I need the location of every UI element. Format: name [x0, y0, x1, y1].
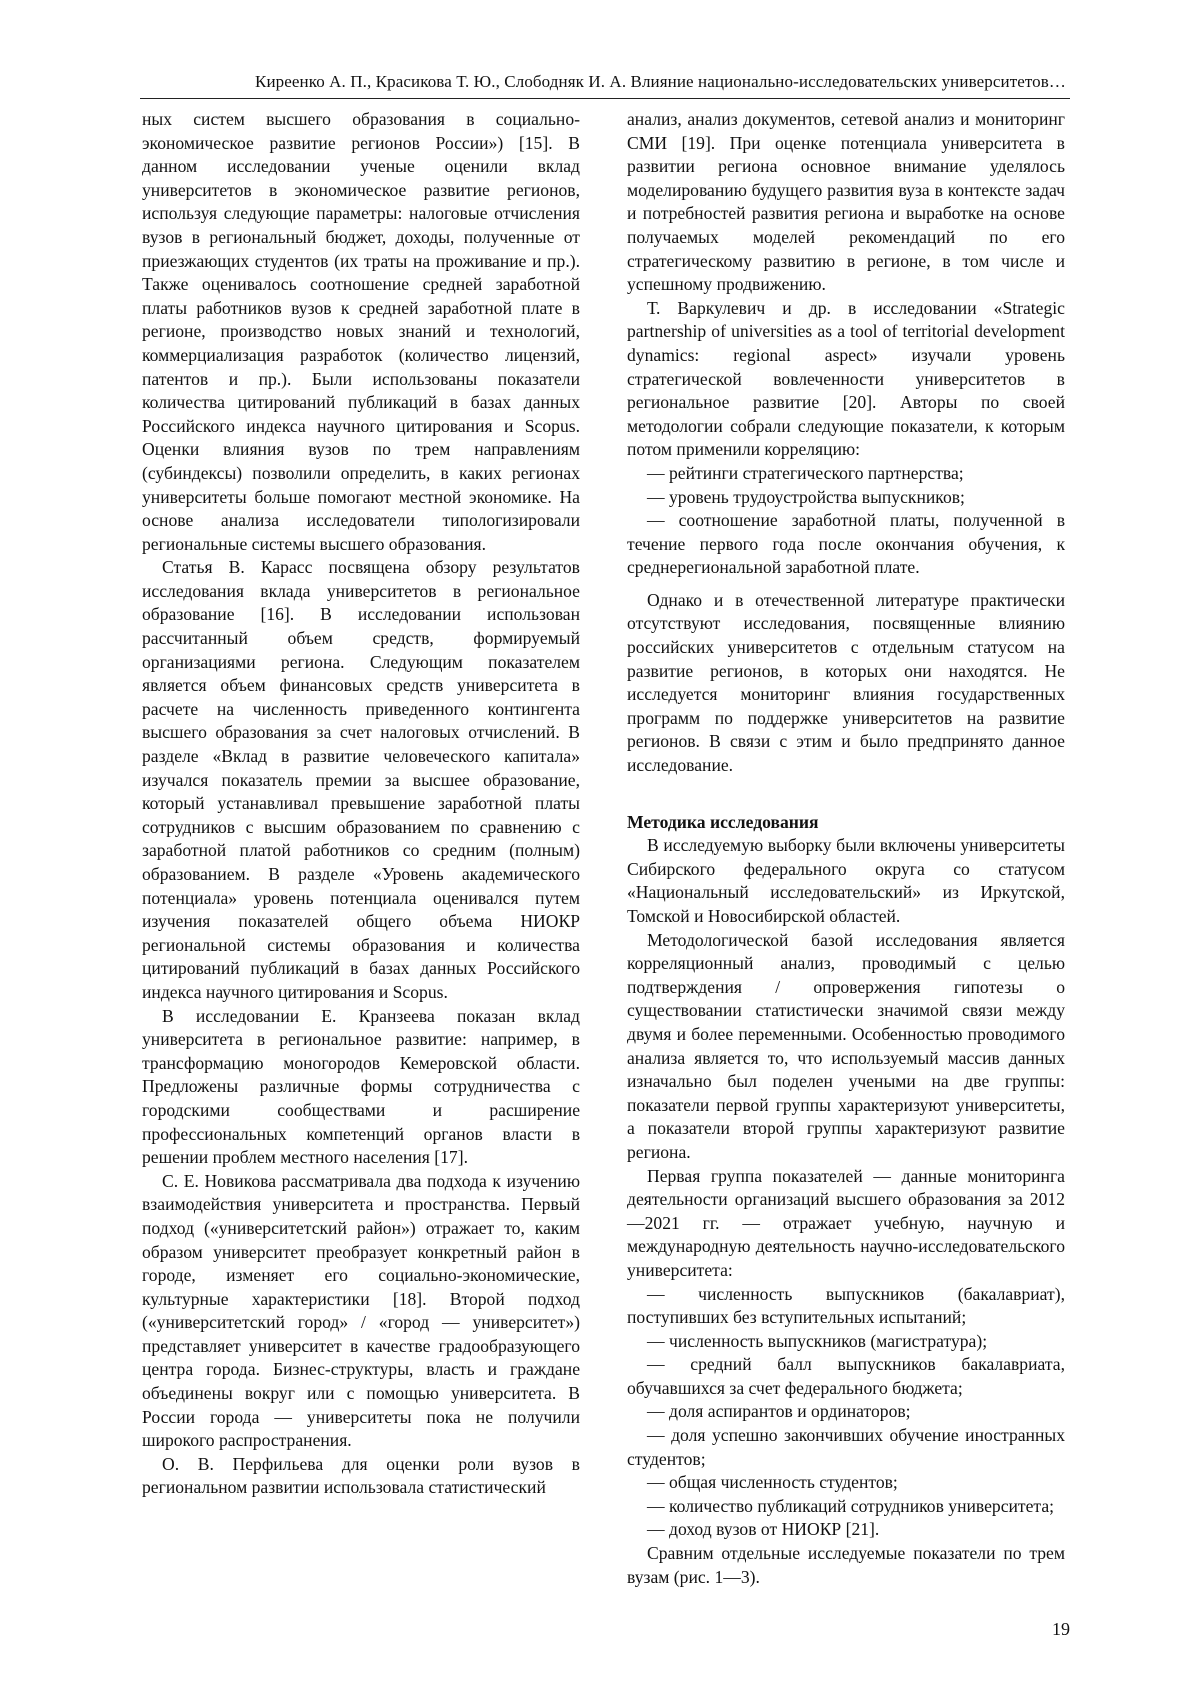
running-header: [140, 68, 1070, 99]
right-column: [627, 108, 1065, 1589]
list-item: — численность выпускников (магистратура);: [647, 1330, 988, 1351]
left-column: [142, 108, 580, 1500]
list-item: — рейтинги стратегического партнерства;: [647, 462, 964, 483]
list-item: — доля аспирантов и ординаторов;: [647, 1401, 911, 1422]
paragraph: Сравним отдельные исследуемые показатели по трем вузам (рис. 1—3).: [627, 1543, 1065, 1587]
paragraph: О. В. Перфильева для оценки роли вузов в региональном развитии использовала статистический: [142, 1453, 580, 1498]
list-item: — численность выпускников (бакалавриат), поступивших без вступительных испытаний;: [627, 1283, 1065, 1328]
list-item: — соотношение заработной платы, полученной в течение первого года после окончания обучения, к среднерегиональной заработной плате.: [627, 510, 1065, 578]
paragraph: ных систем высшего образования в социально-экономическое развитие регионов России») [15]. В данном исследовании ученые оценили вклад университетов в экономическое развитие регионов, используя следующие параметры: налоговые отчисления вузов в региональный бюджет, доходы, полученные от приезжающих студентов (их траты на проживание и пр.). Также оценивалось соотношение средней заработной платы работников вузов к средней заработной плате в регионе, производство новых знаний и технологий, коммерциализация разработок (количество лицензий, патентов и пр.). Были использованы показатели количества цитирований публикаций в базах данных Российского индекса научного цитирования и Scopus. Оценки влияния вузов по трем направлениям (субиндексы) позволили определить, в каких регионах университеты больше помогают местной экономике. На основе анализа исследователи типологизировали региональные системы высшего образования.: [142, 109, 580, 554]
paragraph: В исследовании Е. Кранзеева показан вклад университета в региональное развитие: например, в трансформацию моногородов Кемеровской области. Предложены различные формы сотрудничества с городскими сообществами и расширение профессиональных компетенций органов власти в решении проблем местного населения [17].: [142, 1005, 580, 1168]
paragraph: анализ, анализ документов, сетевой анализ и мониторинг СМИ [19]. При оценке потенциала университета в развитии региона основное внимание уделялось моделированию будущего развития вуза в контексте задач и потребностей развития региона и выработке на основе получаемых моделей рекомендаций по его стратегическому развитию в регионе, в том числе и успешному продвижению.: [627, 109, 1065, 295]
page-number: 19: [1052, 1619, 1070, 1639]
paragraph: В исследуемую выборку были включены университеты Сибирского федерального округа со статусом «Национальный исследовательский» из Иркутской, Томской и Новосибирской областей.: [627, 835, 1065, 926]
list-item: — количество публикаций сотрудников университета;: [647, 1495, 1055, 1516]
list-item: — средний балл выпускников бакалавриата, обучавшихся за счет федерального бюджета;: [627, 1354, 1065, 1398]
paragraph: Однако и в отечественной литературе практически отсутствуют исследования, посвященные влиянию российских университетов с отдельным статусом на развитие регионов, в которых они находятся. Не исследуется мониторинг влияния государственных программ по поддержке университетов на развитие регионов. В связи с этим и было предпринято данное исследование.: [627, 589, 1065, 776]
section-heading: Методика исследования: [627, 811, 819, 832]
running-title: Киреенко А. П., Красикова Т. Ю., Слободняк И. А. Влияние национально-исследовательских университетов…: [255, 72, 1066, 91]
list-item: — уровень трудоустройства выпускников;: [647, 486, 965, 507]
paragraph: Методологической базой исследования является корреляционный анализ, проводимый с целью подтверждения / опровержения гипотезы о существовании статистически значимой связи между двумя и более переменными. Особенностью проводимого анализа является то, что используемый массив данных изначально был поделен учеными на две группы: показатели первой группы характеризуют университеты, а показатели второй группы характеризуют развитие региона.: [627, 929, 1065, 1162]
list-item: — доля успешно закончивших обучение иностранных студентов;: [627, 1425, 1065, 1469]
paragraph: Первая группа показателей — данные мониторинга деятельности организаций высшего образования за 2012—2021 гг. — отражает учебную, научную и международную деятельность научно-исследовательского университета:: [627, 1165, 1065, 1280]
list-item: — общая численность студентов;: [647, 1472, 898, 1493]
paragraph: С. Е. Новикова рассматривала два подхода к изучению взаимодействия университета и пространства. Первый подход («университетский район») отражает то, каким образом университет преобразует конкретный район в городе, изменяет его социально-экономические, культурные характеристики [18]. Второй подход («университетский город» / «город — университет») представляет университет в качестве градообразующего центра города. Бизнес-структуры, власть и граждане объединены вокруг или с помощью университета. В России города — университеты пока не получили широкого распространения.: [142, 1170, 580, 1451]
paragraph: Т. Варкулевич и др. в исследовании «Strategic partnership of universities as a tool of territorial development dynamics: regional aspect» изучали уровень стратегической вовлеченности университетов в региональное развитие [20]. Авторы по своей методологии собрали следующие показатели, к которым потом применили корреляцию:: [627, 297, 1065, 460]
list-item: — доход вузов от НИОКР [21].: [647, 1519, 880, 1540]
paragraph: Статья В. Карасс посвящена обзору результатов исследования вклада университетов в региональное образование [16]. В исследовании использован рассчитанный объем средств, формируемый организациями региона. Следующим показателем является объем финансовых средств университета в расчете на численность приведенного контингента высшего образования за счет налоговых отчислений. В разделе «Вклад в развитие человеческого капитала» изучался показатель премии за высшее образование, который устанавливал превышение заработной платы сотрудников с высшим образованием по сравнению с заработной платой работников со средним (полным) образованием. В разделе «Уровень академического потенциала» уровень потенциала оценивался путем изучения показателей общего объема НИОКР региональной системы образования и количества цитирований публикаций в базах данных Российского индекса научного цитирования и Scopus.: [142, 557, 580, 1002]
